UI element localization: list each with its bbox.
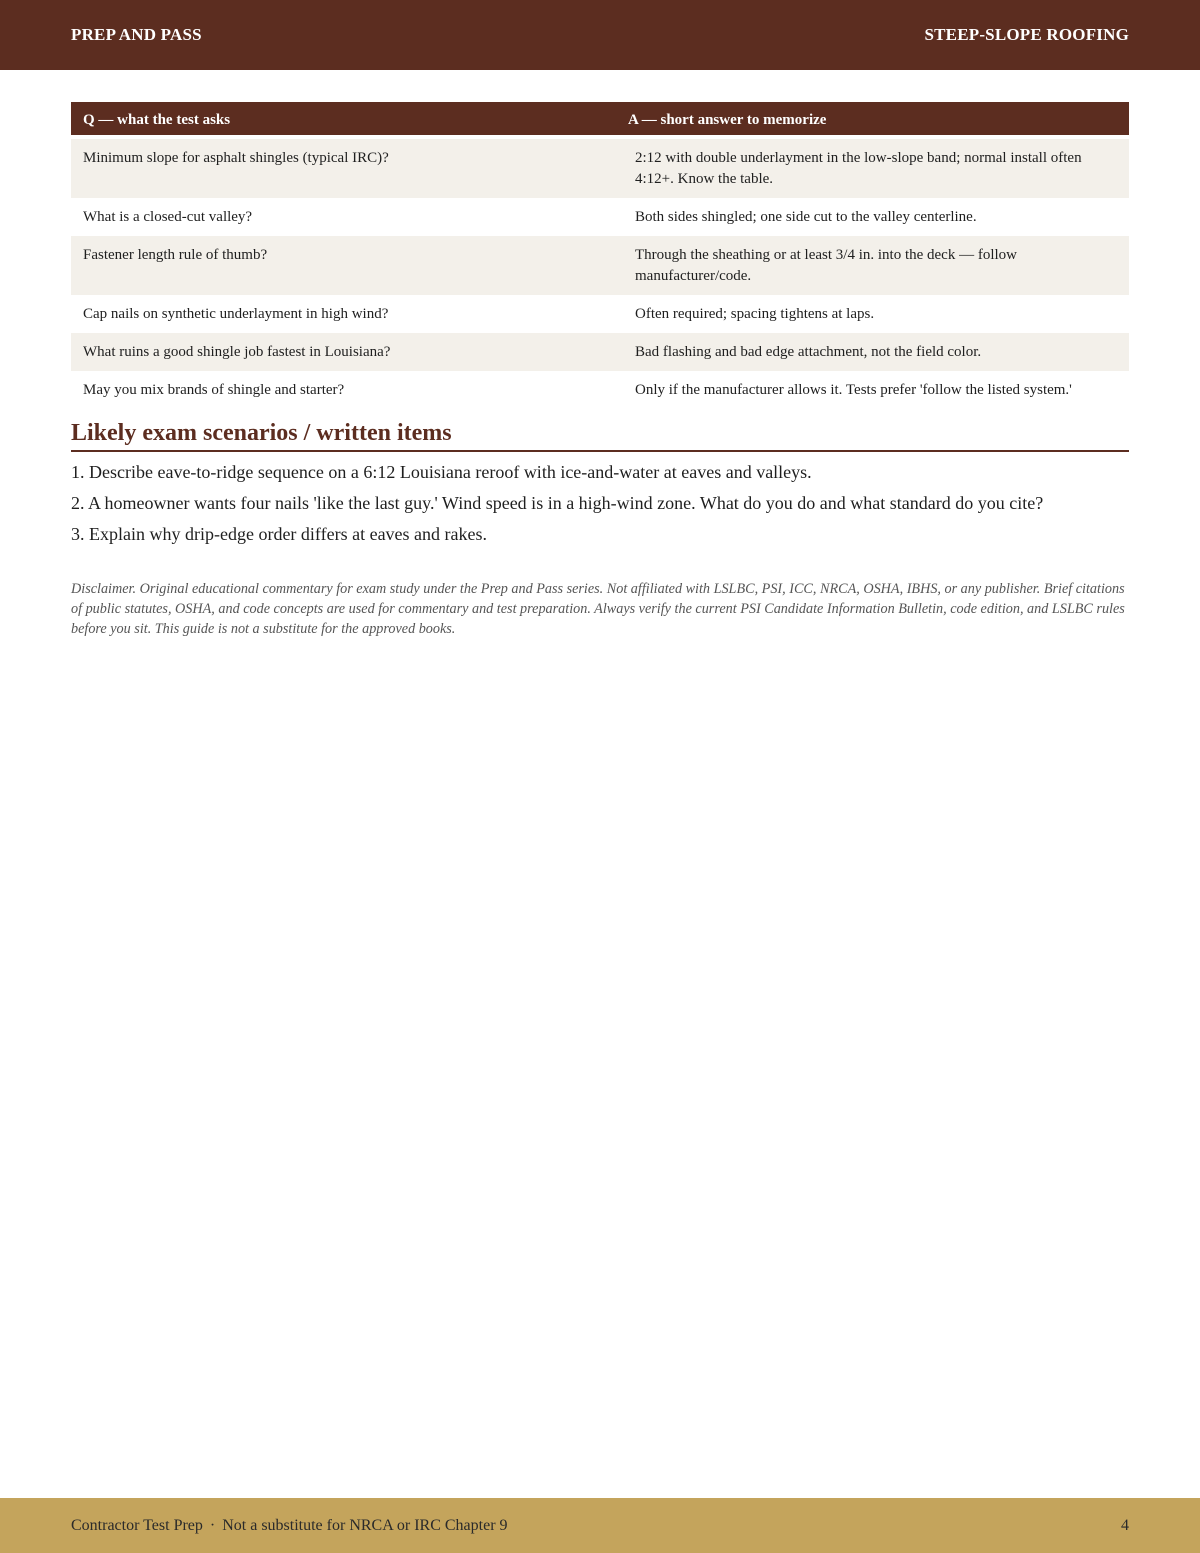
question-cell: Minimum slope for asphalt shingles (typical IRC)?	[71, 137, 616, 198]
answer-cell: Often required; spacing tightens at laps.	[635, 306, 875, 322]
answer-cell: Through the sheathing or at least 3/4 in. into the deck — follow manufacturer/code.	[616, 236, 1129, 295]
question-cell: What is a closed-cut valley?	[83, 209, 253, 225]
scenarios-list	[71, 461, 1129, 545]
header-topic-title: STEEP-SLOPE ROOFING	[924, 25, 1129, 44]
footer-left-text	[71, 1517, 508, 1535]
list-item: 3. Explain why drip-edge order differs at eaves and rakes.	[71, 524, 488, 544]
answer-cell: Both sides shingled; one side cut to the valley centerline.	[635, 209, 977, 225]
page-footer	[0, 1498, 1200, 1553]
scenarios-section-title: Likely exam scenarios / written items	[71, 418, 1129, 452]
page-number: 4	[1121, 1516, 1129, 1534]
disclaimer-text: Disclaimer. Original educational commentary for exam study under the Prep and Pass series. Not affiliated with LSLBC, PSI, ICC, NRCA, OSHA, IBHS, or any publisher. Brief citations of public statutes, OSHA, and code concepts are used for commentary and test preparation. Always verify the current PSI Candidate Information Bulletin, code edition, and LSLBC rules before you sit. This guide is not a substitute for the approved books.	[71, 581, 1125, 637]
answer-cell: Only if the manufacturer allows it. Tests prefer 'follow the listed system.'	[635, 382, 1072, 398]
table-row	[71, 236, 1129, 295]
answer-cell: Bad flashing and bad edge attachment, not the field color.	[616, 333, 1129, 371]
table-row	[71, 333, 1129, 371]
header-series-title: PREP AND PASS	[71, 25, 202, 44]
list-item: 1. Describe eave-to-ridge sequence on a 6:12 Louisiana reroof with ice-and-water at eaves and valleys.	[71, 462, 812, 482]
qa-table	[71, 102, 1129, 409]
table-row	[71, 198, 1129, 236]
page-header	[0, 0, 1200, 70]
question-cell: What ruins a good shingle job fastest in Louisiana?	[71, 333, 616, 371]
footer-separator: ·	[209, 1516, 216, 1534]
question-cell: Cap nails on synthetic underlayment in high wind?	[83, 306, 389, 322]
footer-note: Not a substitute for NRCA or IRC Chapter 9	[222, 1516, 508, 1534]
main-content	[71, 102, 1129, 639]
answer-column-header: A — short answer to memorize	[616, 102, 1129, 137]
question-cell: May you mix brands of shingle and starter?	[83, 382, 345, 398]
table-row	[71, 371, 1129, 409]
question-column-header: Q — what the test asks	[71, 102, 616, 137]
qa-table-header-row	[71, 102, 1129, 137]
table-row	[71, 137, 1129, 198]
footer-brand: Contractor Test Prep	[71, 1516, 203, 1534]
list-item: 2. A homeowner wants four nails 'like the last guy.' Wind speed is in a high-wind zone. What do you do and what standard do you cite?	[71, 493, 1044, 513]
question-cell: Fastener length rule of thumb?	[71, 236, 616, 295]
table-row	[71, 295, 1129, 333]
answer-cell: 2:12 with double underlayment in the low-slope band; normal install often 4:12+. Know the table.	[616, 137, 1129, 198]
